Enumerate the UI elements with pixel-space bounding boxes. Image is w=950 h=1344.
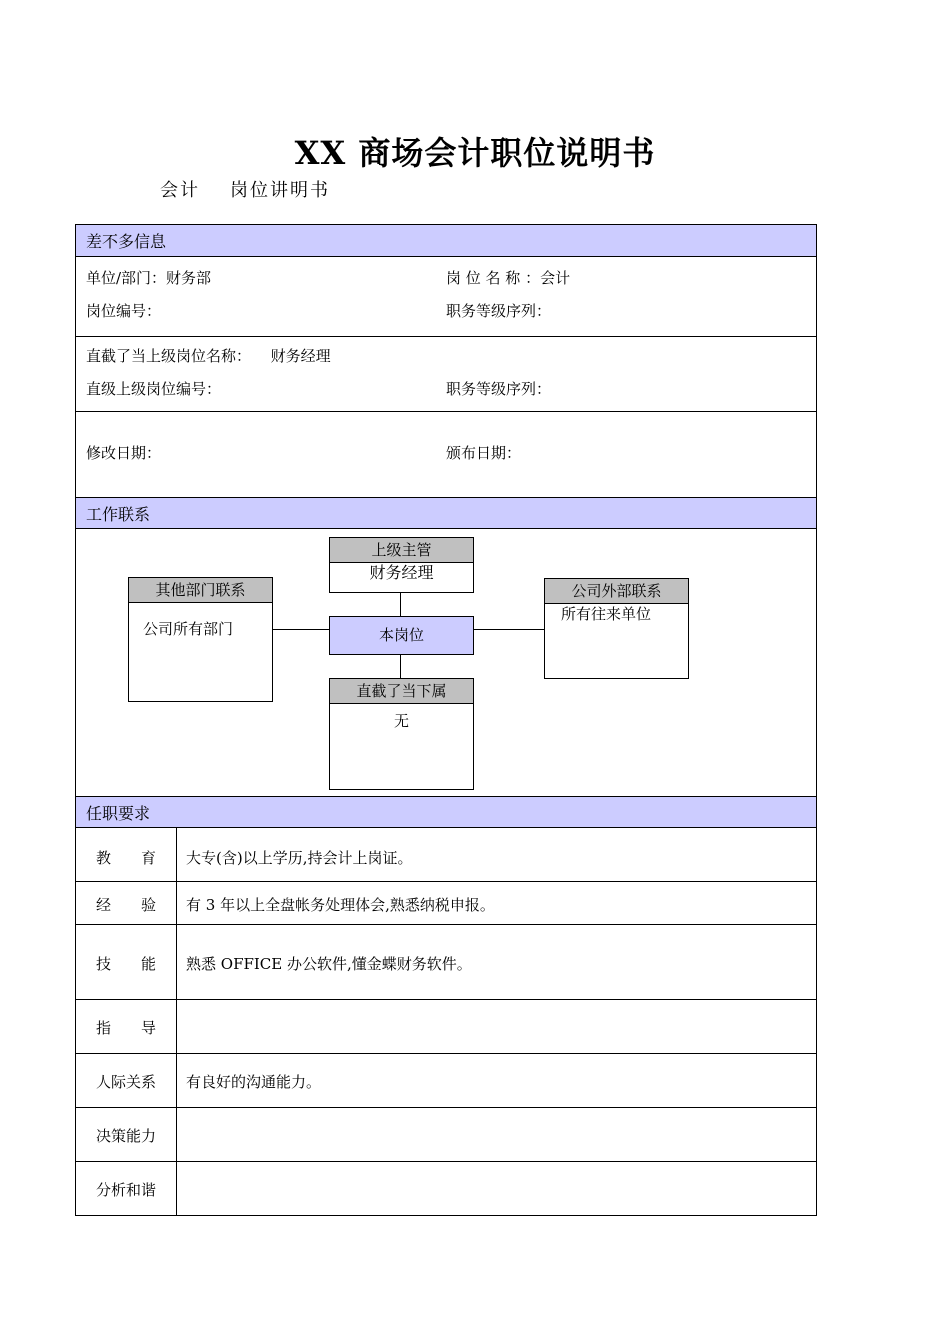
basic-info-header bbox=[76, 225, 816, 257]
job-description-table bbox=[75, 224, 817, 1216]
connector-line bbox=[400, 592, 401, 617]
position-no-field: 岗位编号： bbox=[86, 302, 162, 320]
external-box-title: 公司外部联系 bbox=[545, 579, 688, 604]
modify-date-field: 修改日期： bbox=[86, 444, 162, 462]
superior-name-field bbox=[86, 345, 331, 366]
subordinate-box bbox=[329, 678, 474, 790]
subtitle-doc-name: 岗位讲明书 bbox=[230, 180, 330, 201]
superior-grade-field: 职务等级序列： bbox=[446, 380, 552, 398]
divider bbox=[76, 1161, 816, 1162]
requirement-value: 熟悉 OFFICE 办公软件,懂金蝶财务软件。 bbox=[186, 955, 472, 973]
requirement-label: 人际关系 bbox=[95, 1073, 156, 1091]
divider bbox=[76, 1053, 816, 1054]
requirement-value: 大专(含)以上学历,持会计上岗证。 bbox=[186, 849, 413, 867]
subtitle-position: 会计 bbox=[160, 180, 200, 201]
superior-box bbox=[329, 537, 474, 593]
external-box-value: 所有往来单位 bbox=[561, 605, 652, 623]
other-dept-box-value: 公司所有部门 bbox=[143, 620, 234, 638]
column-divider bbox=[176, 828, 177, 1216]
position-name-field: 岗 位 名 称 ：会计 bbox=[446, 269, 571, 287]
requirement-label: 教 育 bbox=[95, 849, 156, 867]
page-title: XX 商场会计职位说明书 bbox=[294, 134, 656, 172]
subordinate-box-value: 无 bbox=[393, 712, 409, 730]
requirement-label: 经 验 bbox=[95, 896, 156, 914]
connector-line bbox=[400, 654, 401, 679]
requirement-value: 有 3 年以上全盘帐务处理体会,熟悉纳税申报。 bbox=[186, 896, 495, 914]
requirements-title: 任职要求 bbox=[86, 803, 151, 823]
subordinate-box-title: 直截了当下属 bbox=[330, 679, 473, 704]
requirement-label: 技 能 bbox=[95, 955, 156, 973]
work-relations-title: 工作联系 bbox=[86, 504, 151, 524]
divider bbox=[76, 999, 816, 1000]
requirement-label: 分析和谐 bbox=[95, 1181, 156, 1199]
current-position-box: 本岗位 bbox=[329, 616, 474, 655]
other-dept-box bbox=[128, 577, 273, 702]
superior-no-field: 直级上级岗位编号： bbox=[86, 380, 222, 398]
basic-info-title: 差不多信息 bbox=[86, 232, 167, 251]
divider bbox=[76, 924, 816, 925]
connector-line bbox=[473, 629, 545, 630]
other-dept-box-title: 其他部门联系 bbox=[129, 578, 272, 603]
divider bbox=[76, 411, 816, 412]
work-relations-header bbox=[76, 498, 816, 529]
superior-name-label: 直截了当上级岗位名称： bbox=[86, 347, 252, 365]
superior-name-value: 财务经理 bbox=[270, 347, 331, 365]
divider bbox=[76, 881, 816, 882]
unit-field: 单位/部门：财务部 bbox=[86, 269, 212, 287]
requirement-value: 有良好的沟通能力。 bbox=[186, 1073, 322, 1091]
page-subtitle bbox=[160, 176, 330, 202]
requirement-label: 指 导 bbox=[95, 1019, 156, 1037]
superior-box-title: 上级主管 bbox=[330, 538, 473, 563]
connector-line bbox=[272, 629, 329, 630]
requirement-label: 决策能力 bbox=[95, 1127, 156, 1145]
superior-box-value: 财务经理 bbox=[369, 563, 434, 582]
external-box bbox=[544, 578, 689, 679]
divider bbox=[76, 1107, 816, 1108]
issue-date-field: 颁布日期： bbox=[446, 444, 522, 462]
requirements-header bbox=[76, 797, 816, 828]
grade-seq-field: 职务等级序列： bbox=[446, 302, 552, 320]
divider bbox=[76, 336, 816, 337]
